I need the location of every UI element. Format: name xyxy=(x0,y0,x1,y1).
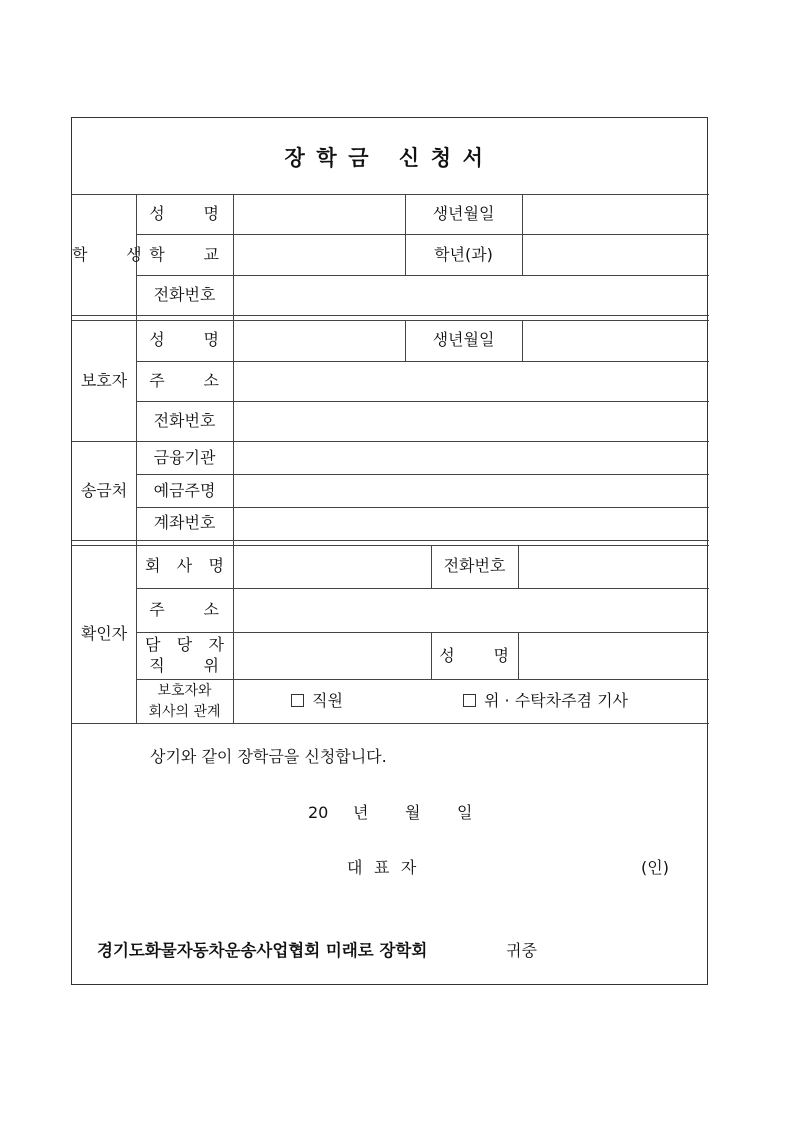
confirm-position-label: 직 위 xyxy=(149,656,236,675)
divider xyxy=(72,723,709,724)
confirm-address-field[interactable] xyxy=(234,589,708,632)
student-school-field[interactable] xyxy=(234,235,405,275)
date-year-label: 년 xyxy=(353,803,369,822)
guardian-address-field[interactable] xyxy=(234,362,708,401)
confirm-group-label: 확인자 xyxy=(80,624,128,643)
student-phone-label: 전화번호 xyxy=(153,285,216,304)
recipient-suffix: 귀중 xyxy=(506,941,537,960)
relation-employee-checkbox[interactable] xyxy=(291,691,343,711)
student-name-field[interactable] xyxy=(234,195,405,234)
remit-holder-field[interactable] xyxy=(234,475,708,507)
relation-label-line2: 회사의 관계 xyxy=(148,704,221,720)
student-grade-field[interactable] xyxy=(523,235,708,275)
application-statement: 상기와 같이 장학금을 신청합니다. xyxy=(150,747,387,766)
student-birth-field[interactable] xyxy=(523,195,708,234)
guardian-birth-label: 생년월일 xyxy=(432,330,495,349)
date-month-label: 월 xyxy=(405,803,421,822)
guardian-phone-label: 전화번호 xyxy=(153,411,216,430)
representative-label: 대 표 자 xyxy=(347,858,420,877)
student-school-label: 학 교 xyxy=(149,245,236,264)
student-name-label: 성 명 xyxy=(149,204,236,223)
confirm-company-field[interactable] xyxy=(234,546,431,588)
student-group-label: 학 생 xyxy=(72,245,159,264)
remit-group-label: 송금처 xyxy=(80,481,128,500)
confirm-person-name-label: 성 명 xyxy=(439,646,526,665)
guardian-group-label: 보호자 xyxy=(80,371,128,390)
student-grade-label: 학년(과) xyxy=(434,245,493,264)
date-day-label: 일 xyxy=(457,803,473,822)
confirm-company-label: 회 사 명 xyxy=(145,556,230,575)
application-form xyxy=(71,117,708,985)
form-title: 장학금 신청서 xyxy=(284,146,495,170)
guardian-name-field[interactable] xyxy=(234,321,405,361)
confirm-manager-field[interactable] xyxy=(234,633,431,679)
confirm-manager-label: 담 당 자 xyxy=(145,635,230,654)
remit-account-field[interactable] xyxy=(234,508,708,540)
confirm-address-label: 주 소 xyxy=(149,600,236,619)
relation-employee-label: 직원 xyxy=(312,691,343,710)
confirm-phone-label: 전화번호 xyxy=(443,556,506,575)
guardian-phone-field[interactable] xyxy=(234,402,708,441)
student-birth-label: 생년월일 xyxy=(432,204,495,223)
remit-bank-label: 금융기관 xyxy=(153,448,216,467)
relation-label-line1: 보호자와 xyxy=(157,683,212,699)
divider xyxy=(72,315,709,316)
checkbox-icon xyxy=(291,694,304,707)
remit-holder-label: 예금주명 xyxy=(153,481,216,500)
date-year-prefix: 20 xyxy=(308,803,329,822)
relation-driver-label: 위 · 수탁차주겸 기사 xyxy=(484,691,628,710)
student-phone-field[interactable] xyxy=(234,276,708,315)
seal-label: (인) xyxy=(641,858,669,877)
recipient-name: 경기도화물자동차운송사업협회 미래로 장학회 xyxy=(97,941,428,960)
divider xyxy=(72,540,709,541)
confirm-phone-field[interactable] xyxy=(519,546,708,588)
checkbox-icon xyxy=(463,694,476,707)
divider xyxy=(136,679,709,680)
confirm-person-name-field[interactable] xyxy=(519,633,708,679)
relation-driver-checkbox[interactable] xyxy=(463,691,628,711)
guardian-address-label: 주 소 xyxy=(149,371,236,390)
remit-account-label: 계좌번호 xyxy=(153,513,216,532)
remit-bank-field[interactable] xyxy=(234,442,708,474)
guardian-name-label: 성 명 xyxy=(149,330,236,349)
guardian-birth-field[interactable] xyxy=(523,321,708,361)
